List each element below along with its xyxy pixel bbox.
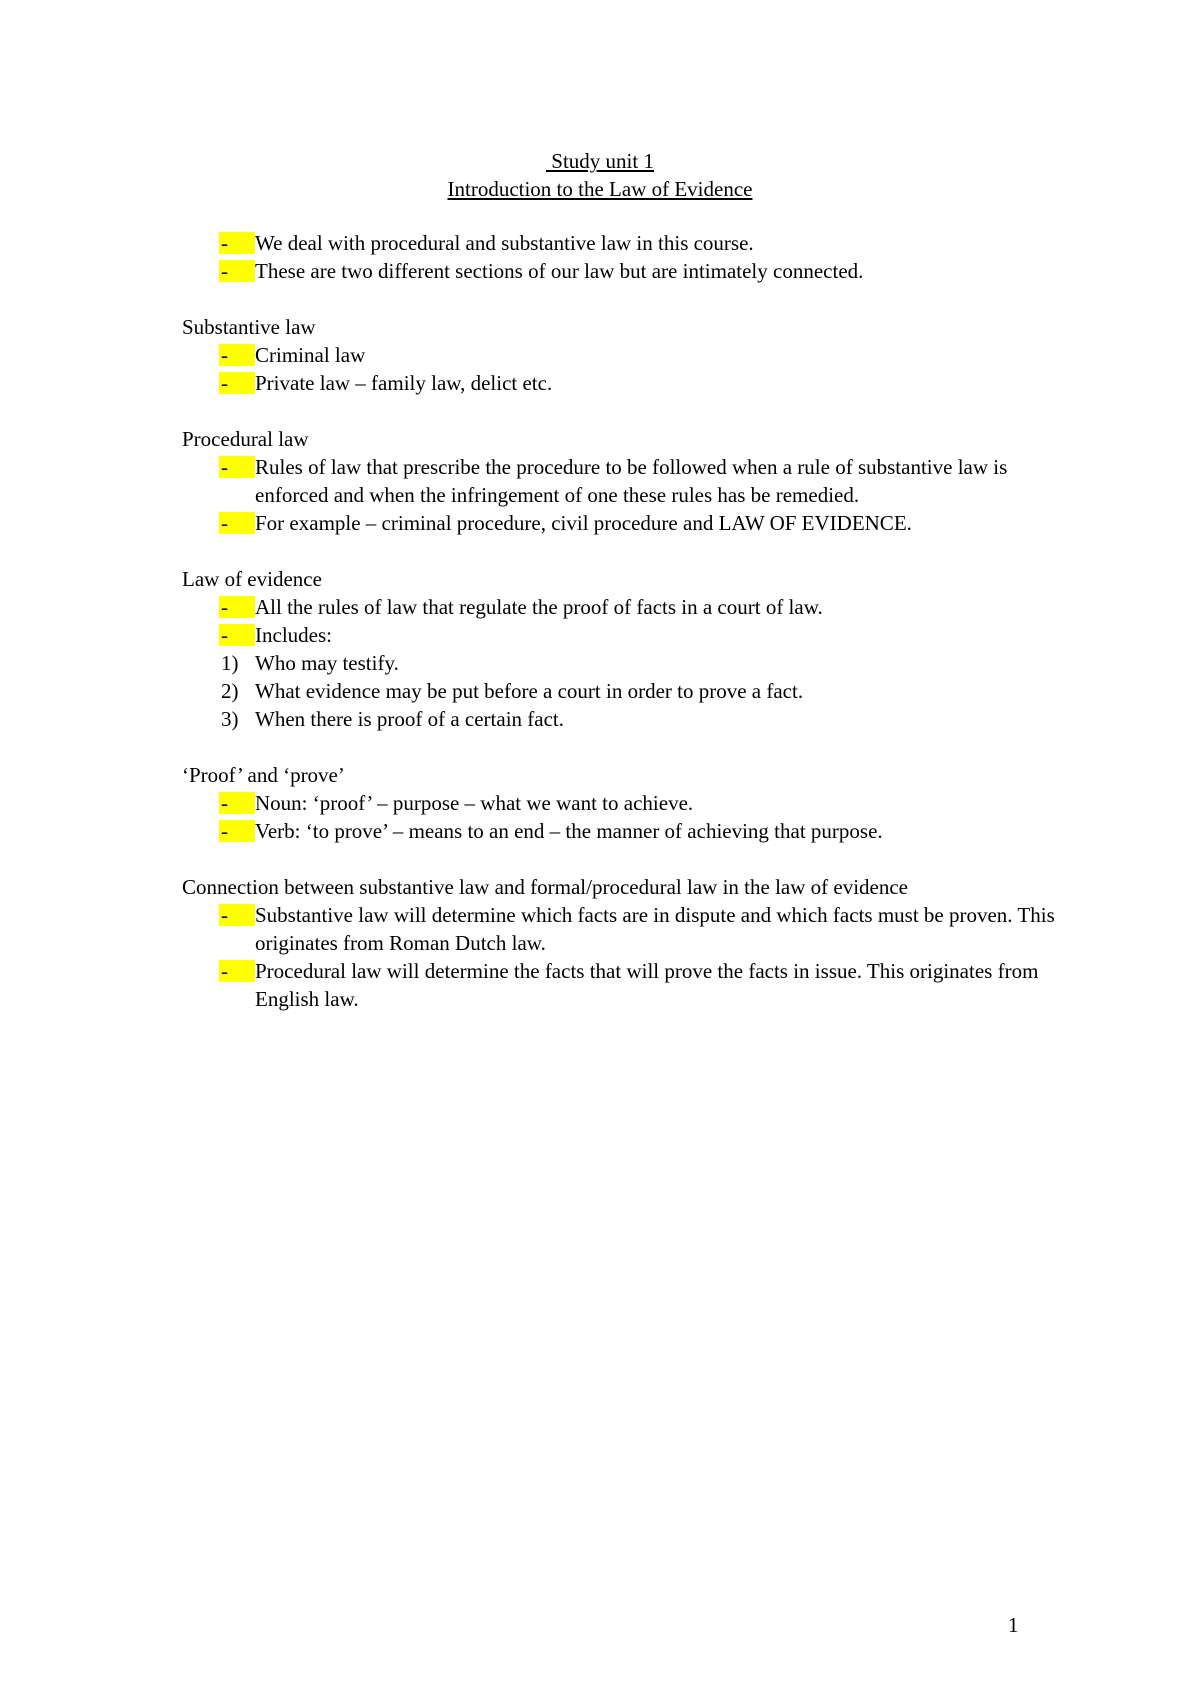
intro-list <box>182 229 1062 285</box>
page-number: 1 <box>1008 1613 1019 1637</box>
list-item-text: For example – criminal procedure, civil procedure and LAW OF EVIDENCE. <box>255 511 912 535</box>
numbered-item <box>182 649 1062 677</box>
bullet-dash: - <box>219 456 255 478</box>
list-item <box>182 957 1062 1013</box>
bullet-dash: - <box>219 792 255 814</box>
list-item <box>182 789 1062 817</box>
bullet-dash: - <box>219 232 255 254</box>
list-item-text: Criminal law <box>255 343 366 367</box>
list-item-text: Includes: <box>255 623 332 647</box>
item-number: 1) <box>221 651 239 675</box>
list-item-text: We deal with procedural and substantive law in this course. <box>255 231 754 255</box>
list-item <box>182 817 1062 845</box>
list-item <box>182 341 1062 369</box>
bullet-dash: - <box>219 820 255 842</box>
section-heading-connection: Connection between substantive law and formal/procedural law in the law of evidence <box>182 875 908 899</box>
bullet-dash: - <box>219 904 255 926</box>
numbered-item <box>182 705 1062 733</box>
numbered-item-text: Who may testify. <box>255 651 399 675</box>
item-number: 3) <box>221 707 239 731</box>
list-item <box>182 453 1062 509</box>
list-item <box>182 369 1062 397</box>
list-item-text: Substantive law will determine which facts are in dispute and which facts must be proven. This originates from Roman Dutch law. <box>255 903 1055 955</box>
bullet-dash: - <box>219 260 255 282</box>
item-number: 2) <box>221 679 239 703</box>
substantive-list <box>182 341 1062 397</box>
section-heading-substantive: Substantive law <box>182 315 316 339</box>
list-item <box>182 621 1062 649</box>
list-item <box>182 229 1062 257</box>
list-item-text: All the rules of law that regulate the proof of facts in a court of law. <box>255 595 823 619</box>
title-block <box>0 147 1200 203</box>
list-item <box>182 901 1062 957</box>
evidence-list <box>182 593 1062 733</box>
list-item-text: Noun: ‘proof’ – purpose – what we want to achieve. <box>255 791 694 815</box>
bullet-dash: - <box>219 596 255 618</box>
section-heading-evidence: Law of evidence <box>182 567 322 591</box>
list-item-text: Verb: ‘to prove’ – means to an end – the manner of achieving that purpose. <box>255 819 883 843</box>
section-heading-proof: ‘Proof’ and ‘prove’ <box>182 763 345 787</box>
bullet-dash: - <box>219 624 255 646</box>
numbered-item-text: When there is proof of a certain fact. <box>255 707 565 731</box>
list-item-text: Private law – family law, delict etc. <box>255 371 553 395</box>
bullet-dash: - <box>219 960 255 982</box>
list-item <box>182 593 1062 621</box>
document-body <box>182 229 1062 1013</box>
title-line-2: Introduction to the Law of Evidence <box>447 177 753 201</box>
title-line-1: Study unit 1 <box>546 149 654 173</box>
list-item <box>182 257 1062 285</box>
list-item-text: These are two different sections of our law but are intimately connected. <box>255 259 864 283</box>
list-item-text: Procedural law will determine the facts that will prove the facts in issue. This originates from English law. <box>255 959 1039 1011</box>
list-item-text: Rules of law that prescribe the procedure to be followed when a rule of substantive law is enforced and when the infringement of one these rules has be remedied. <box>255 455 1008 507</box>
connection-list <box>182 901 1062 1013</box>
bullet-dash: - <box>219 344 255 366</box>
procedural-list <box>182 453 1062 537</box>
list-item <box>182 509 1062 537</box>
proof-list <box>182 789 1062 845</box>
bullet-dash: - <box>219 372 255 394</box>
section-heading-procedural: Procedural law <box>182 427 309 451</box>
numbered-item-text: What evidence may be put before a court in order to prove a fact. <box>255 679 804 703</box>
numbered-item <box>182 677 1062 705</box>
bullet-dash: - <box>219 512 255 534</box>
